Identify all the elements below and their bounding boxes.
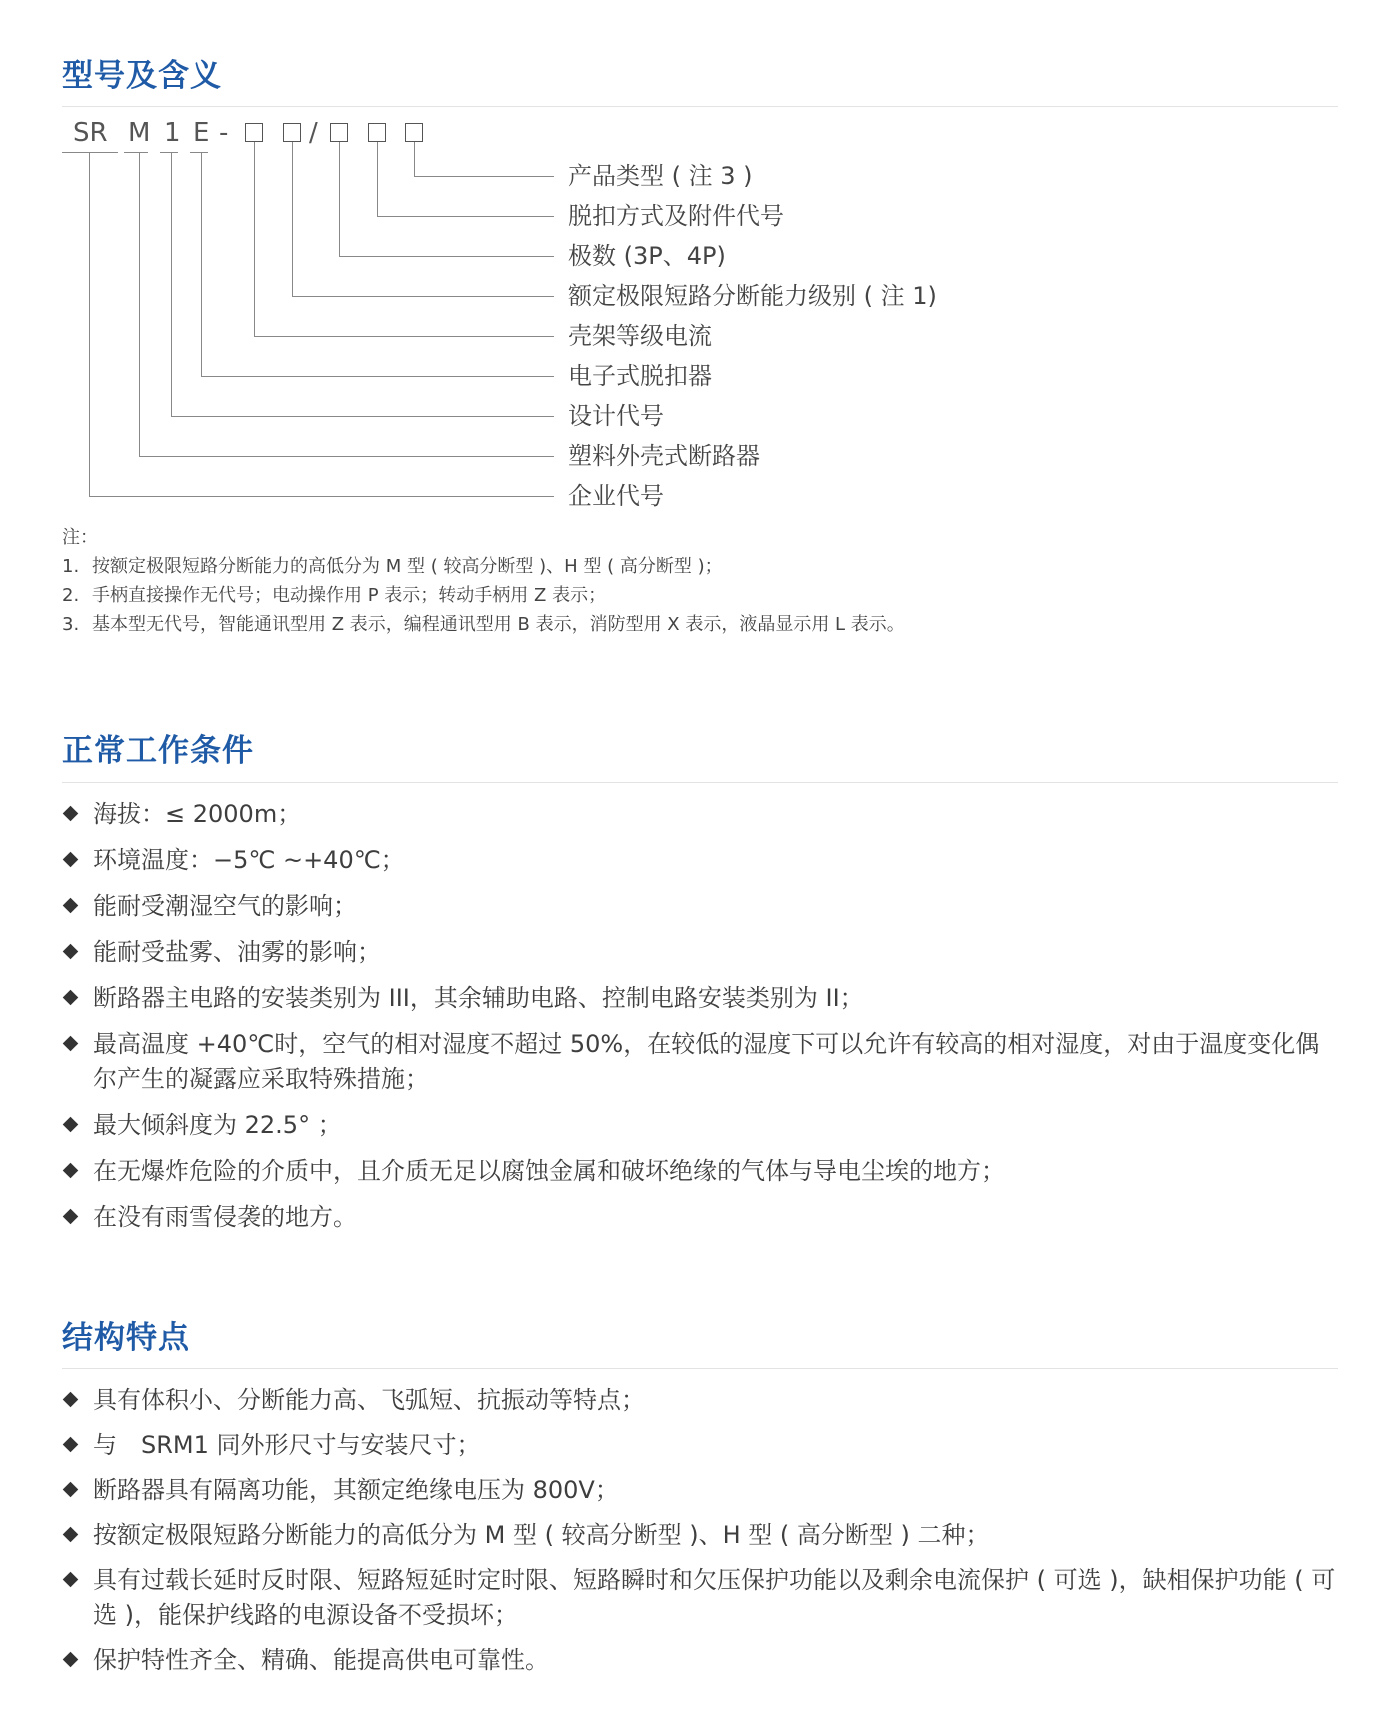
- list-item: 能耐受潮湿空气的影响；: [62, 889, 1342, 924]
- list-item: 环境温度：−5℃ ~+40℃；: [62, 843, 1342, 878]
- note-item: 2. 手柄直接操作无代号；电动操作用 P 表示；转动手柄用 Z 表示；: [62, 585, 607, 606]
- section-title-conditions: 正常工作条件: [62, 733, 254, 769]
- list-item: 保护特性齐全、精确、能提高供电可靠性。: [62, 1643, 1342, 1678]
- code-box-poles: [330, 123, 348, 142]
- note-item: 3. 基本型无代号，智能通讯型用 Z 表示，编程通讯型用 B 表示，消防型用 X 表示，液晶显示用 L 表示。: [62, 614, 905, 635]
- code-m: M: [128, 118, 151, 148]
- diamond-bullet-icon: [63, 1482, 79, 1498]
- diamond-bullet-icon: [63, 898, 79, 914]
- list-item: 最高温度 +40℃时，空气的相对湿度不超过 50%，在较低的湿度下可以允许有较高的相对湿度，对由于温度变化偶尔产生的凝露应采取特殊措施；: [62, 1027, 1342, 1097]
- diamond-bullet-icon: [63, 944, 79, 960]
- notes-block: [62, 523, 905, 639]
- list-item: 能耐受盐雾、油雾的影响；: [62, 935, 1342, 970]
- section-title-model: 型号及含义: [62, 58, 222, 94]
- list-item: 海拔：≤ 2000m；: [62, 797, 1342, 832]
- diamond-bullet-icon: [63, 1572, 79, 1588]
- diamond-bullet-icon: [63, 852, 79, 868]
- code-box-breaking-level: [283, 123, 301, 142]
- diamond-bullet-icon: [63, 990, 79, 1006]
- legend-mccb: 塑料外壳式断路器: [568, 442, 760, 470]
- section-divider: [62, 1368, 1338, 1369]
- legend-trip-accessory: 脱扣方式及附件代号: [568, 202, 784, 230]
- legend-electronic-release: 电子式脱扣器: [568, 362, 712, 390]
- diamond-bullet-icon: [63, 1036, 79, 1052]
- diamond-bullet-icon: [63, 1652, 79, 1668]
- legend-design-code: 设计代号: [568, 402, 664, 430]
- list-item: 具有体积小、分断能力高、飞弧短、抗振动等特点；: [62, 1383, 1342, 1418]
- code-e: E: [193, 118, 210, 148]
- conditions-list: [62, 797, 1342, 1235]
- diamond-bullet-icon: [63, 1209, 79, 1225]
- diamond-bullet-icon: [63, 1163, 79, 1179]
- code-box-product-type: [405, 123, 423, 142]
- code-box-frame-current: [245, 123, 263, 142]
- list-item: 按额定极限短路分断能力的高低分为 M 型 ( 较高分断型 )、H 型 ( 高分断型 ) 二种；: [62, 1518, 1342, 1553]
- code-1: 1: [164, 118, 181, 148]
- code-slash: /: [309, 118, 318, 148]
- legend-breaking-level: 额定极限短路分断能力级别 ( 注 1): [568, 282, 937, 310]
- legend-company-code: 企业代号: [568, 482, 664, 510]
- list-item: 在无爆炸危险的介质中，且介质无足以腐蚀金属和破坏绝缘的气体与导电尘埃的地方；: [62, 1154, 1342, 1189]
- diamond-bullet-icon: [63, 806, 79, 822]
- legend-product-type: 产品类型 ( 注 3 ): [568, 162, 753, 190]
- diamond-bullet-icon: [63, 1117, 79, 1133]
- note-item: 1. 按额定极限短路分断能力的高低分为 M 型 ( 较高分断型 )、H 型 ( 高分断型 )；: [62, 556, 723, 577]
- model-code-diagram: [0, 118, 1386, 518]
- legend-frame-current: 壳架等级电流: [568, 322, 712, 350]
- section-title-features: 结构特点: [62, 1320, 190, 1356]
- diamond-bullet-icon: [63, 1437, 79, 1453]
- code-box-trip-accessory: [368, 123, 386, 142]
- code-dash: -: [219, 118, 229, 148]
- list-item: 最大倾斜度为 22.5° ；: [62, 1108, 1342, 1143]
- section-divider: [62, 782, 1338, 783]
- list-item: 断路器具有隔离功能，其额定绝缘电压为 800V；: [62, 1473, 1342, 1508]
- code-sr: SR: [73, 118, 108, 148]
- list-item: 具有过载长延时反时限、短路短延时定时限、短路瞬时和欠压保护功能以及剩余电流保护 ( 可选 )，缺相保护功能 ( 可选 )，能保护线路的电源设备不受损坏；: [62, 1563, 1342, 1633]
- diamond-bullet-icon: [63, 1527, 79, 1543]
- diamond-bullet-icon: [63, 1392, 79, 1408]
- list-item: 在没有雨雪侵袭的地方。: [62, 1200, 1342, 1235]
- legend-poles: 极数 (3P、4P): [568, 242, 726, 270]
- list-item: 断路器主电路的安装类别为 III，其余辅助电路、控制电路安装类别为 II；: [62, 981, 1342, 1016]
- section-divider: [62, 106, 1338, 107]
- features-list: [62, 1383, 1342, 1678]
- notes-title: 注：: [62, 527, 98, 548]
- list-item: 与 SRM1 同外形尺寸与安装尺寸；: [62, 1428, 1342, 1463]
